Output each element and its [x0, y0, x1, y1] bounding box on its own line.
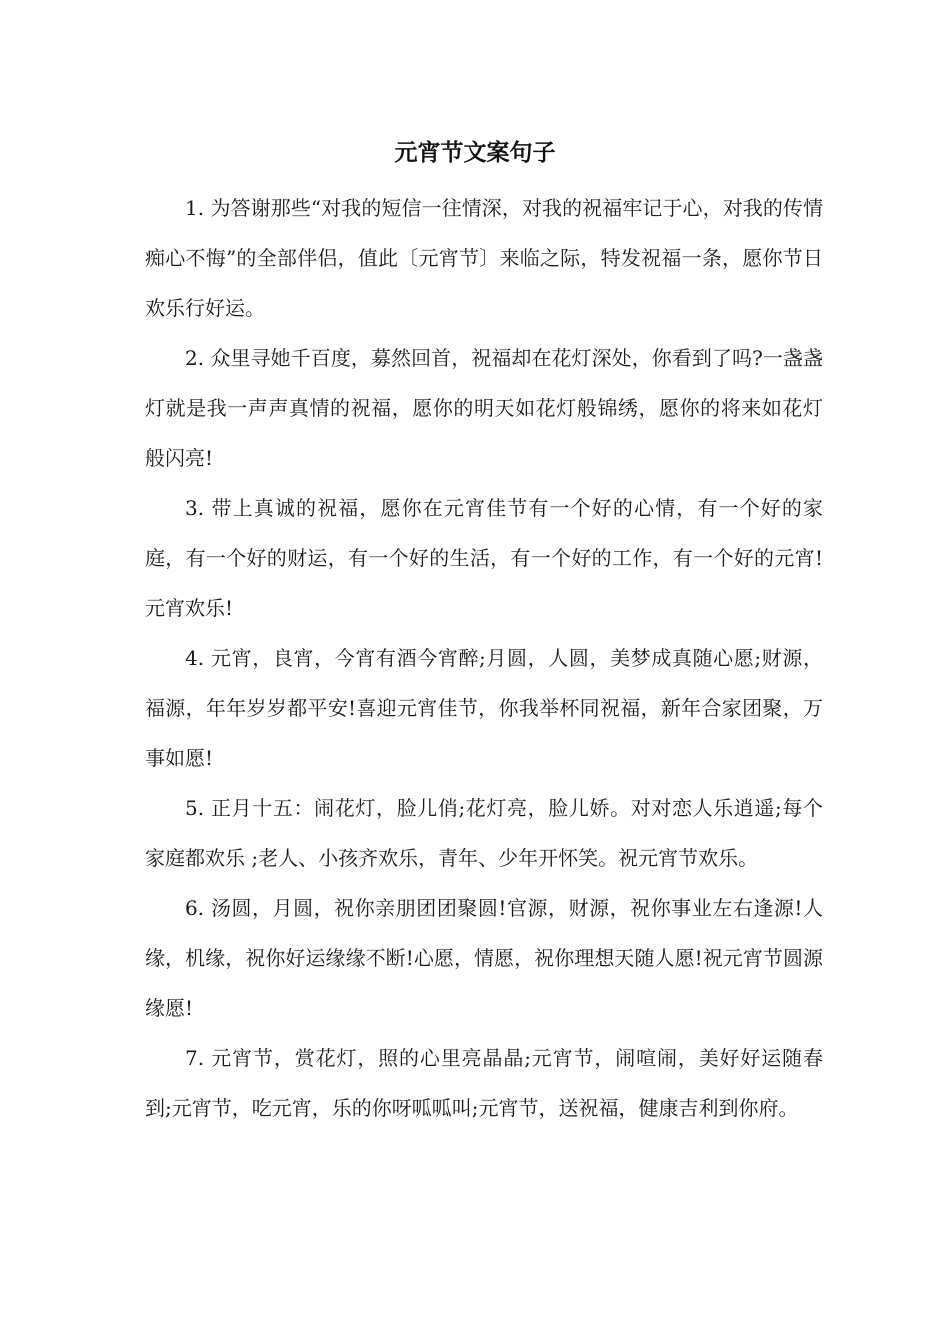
document-body [145, 183, 823, 1133]
paragraph-4: 4. 元宵，良宵，今宵有酒今宵醉;月圆，人圆，美梦成真随心愿;财源，福源，年年岁岁都平安!喜迎元宵佳节，你我举杯同祝福，新年合家团聚，万事如愿! [145, 646, 823, 770]
paragraph-5: 5. 正月十五：闹花灯，脸儿俏;花灯亮，脸儿娇。对对恋人乐逍遥;每个家庭都欢乐 ;老人、小孩齐欢乐，青年、少年开怀笑。祝元宵节欢乐。 [145, 796, 823, 870]
paragraph-2: 2. 众里寻她千百度，募然回首，祝福却在花灯深处，你看到了吗?一盏盏灯就是我一声声真情的祝福，愿你的明天如花灯般锦绣，愿你的将来如花灯般闪亮! [145, 346, 823, 470]
paragraph-7: 7. 元宵节，赏花灯，照的心里亮晶晶;元宵节，闹喧闹，美好好运随春到;元宵节，吃元宵，乐的你呀呱呱叫;元宵节，送祝福，健康吉利到你府。 [145, 1046, 823, 1120]
paragraph-3: 3. 带上真诚的祝福，愿你在元宵佳节有一个好的心情，有一个好的家庭，有一个好的财运，有一个好的生活，有一个好的工作，有一个好的元宵!元宵欢乐! [145, 496, 823, 620]
paragraph-6: 6. 汤圆，月圆，祝你亲朋团团聚圆!官源，财源，祝你事业左右逢源!人缘，机缘，祝你好运缘缘不断!心愿，情愿，祝你理想天随人愿!祝元宵节圆源缘愿! [145, 896, 823, 1020]
document-title: 元宵节文案句子 [394, 139, 556, 166]
paragraph-1: 1. 为答谢那些“对我的短信一往情深，对我的祝福牢记于心，对我的传情痴心不悔”的全部伴侣，值此〔元宵节〕来临之际，特发祝福一条，愿你节日欢乐行好运。 [145, 196, 823, 320]
